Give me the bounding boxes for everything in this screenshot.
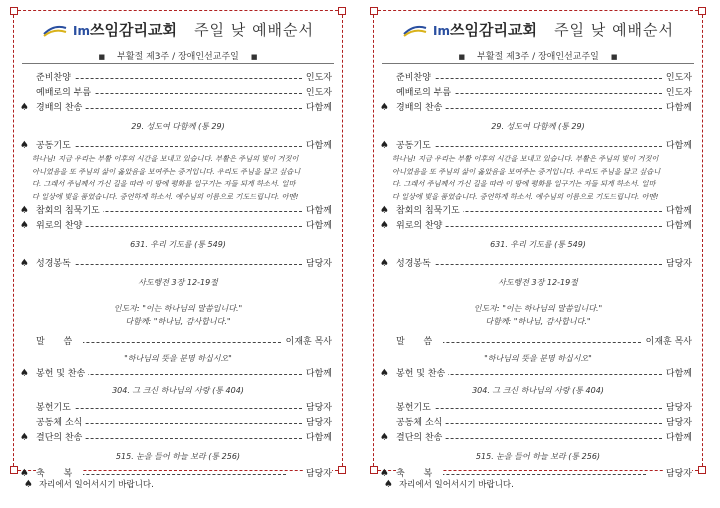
order-item: 준비찬양 인도자 xyxy=(396,73,692,83)
church-name: Im쓰임감리교회 xyxy=(433,21,537,39)
spade-icon: ♠ xyxy=(380,102,389,113)
order-item: ♠ 공동기도 다함께 xyxy=(380,140,692,151)
order-item: ♠ 봉헌 및 찬송 다함께 xyxy=(20,368,332,379)
bulletin-page-right xyxy=(373,10,703,479)
order-item: 예배로의 부름 인도자 xyxy=(36,88,332,98)
square-bullet-icon: ■ xyxy=(98,53,106,61)
order-item: ♠ 결단의 찬송 다함께 xyxy=(20,432,332,443)
hymn-line: 29. 성도여 다함께 (통 29) xyxy=(131,122,225,131)
order-item: 준비찬양 인도자 xyxy=(36,73,332,83)
order-item: 봉헌기도 담당자 xyxy=(36,403,332,413)
spade-icon: ♠ xyxy=(20,205,29,216)
corner-mark xyxy=(338,7,346,15)
bulletin-header xyxy=(14,19,342,45)
spade-icon: ♠ xyxy=(380,468,389,479)
spade-icon: ♠ xyxy=(20,220,29,231)
spade-icon: ♠ xyxy=(384,479,393,490)
square-bullet-icon: ■ xyxy=(250,53,258,61)
hymn-line: 515. 눈을 들어 하늘 보라 (통 256) xyxy=(475,452,601,461)
spade-icon: ♠ xyxy=(380,432,389,443)
church-logo-icon xyxy=(402,20,428,40)
hymn-line: 631. 우리 기도를 (통 549) xyxy=(130,240,226,249)
order-item: 말 씀 이재훈 목사 xyxy=(396,337,692,347)
response-all: 다함께: "하나님, 감사합니다." xyxy=(125,317,231,326)
order-item: ♠ 경배의 찬송 다함께 xyxy=(20,102,332,113)
church-logo-icon xyxy=(42,20,68,40)
response-reader: 인도자: "이는 하나님의 말씀입니다." xyxy=(473,304,603,313)
order-item: 공동체 소식 담당자 xyxy=(36,418,332,428)
order-item: ♠ 축 복 담당자 xyxy=(20,468,332,479)
order-item: 예배로의 부름 인도자 xyxy=(396,88,692,98)
divider xyxy=(22,63,334,64)
divider xyxy=(382,63,694,64)
order-item: ♠ 결단의 찬송 다함께 xyxy=(380,432,692,443)
order-item: ♠ 참회의 침묵기도 다함께 xyxy=(380,205,692,216)
order-item: ♠ 봉헌 및 찬송 다함께 xyxy=(380,368,692,379)
order-item: ♠ 위로의 찬양 다함께 xyxy=(380,220,692,231)
sermon-title: "하나님의 뜻을 분명 하십시오" xyxy=(124,354,232,363)
footer-note: ♠ 자리에서 일어서시기 바랍니다. xyxy=(384,479,514,490)
service-title: 주일 낮 예배순서 xyxy=(554,21,675,39)
scripture-reference: 사도행전 3장 12-19절 xyxy=(138,278,218,287)
service-title: 주일 낮 예배순서 xyxy=(194,21,315,39)
corner-mark xyxy=(10,7,18,15)
spade-icon: ♠ xyxy=(20,102,29,113)
response-all: 다함께: "하나님, 감사합니다." xyxy=(485,317,591,326)
spade-icon: ♠ xyxy=(380,205,389,216)
hymn-line: 304. 그 크신 하나님의 사랑 (통 404) xyxy=(472,386,604,395)
church-name: Im쓰임감리교회 xyxy=(73,21,177,39)
subtitle: ■ 부활절 제3주 / 장애인선교주일 ■ xyxy=(458,52,618,62)
order-item: 말 씀 이재훈 목사 xyxy=(36,337,332,347)
prayer-text: 하나님! 지금 우리는 부활 이후의 시간을 보내고 있습니다. 부활은 주님의 빛이 거짓이 아니었음을 또 주님의 삶이 옳았음을 보여주는 증거입니다. 우리도 주님을 닮고 싶습니 다. 그래서 주님께서 가신 길을 따라 이 땅에 평화를 일구기는 자들 되게 하소서. 일마 다 일상에 빛을 품었습니다. 증언하게 하소서. 예수님의 이름으로 기도드립니다. 아멘! xyxy=(32,154,301,201)
hymn-line: 29. 성도여 다함께 (통 29) xyxy=(491,122,585,131)
spade-icon: ♠ xyxy=(20,258,29,269)
order-item: ♠ 공동기도 다함께 xyxy=(20,140,332,151)
order-item: ♠ 성경봉독 담당자 xyxy=(20,258,332,269)
response-reader: 인도자: "이는 하나님의 말씀입니다." xyxy=(113,304,243,313)
spade-icon: ♠ xyxy=(20,368,29,379)
spade-icon: ♠ xyxy=(20,432,29,443)
bulletin-header xyxy=(374,19,702,45)
order-item: 봉헌기도 담당자 xyxy=(396,403,692,413)
spade-icon: ♠ xyxy=(380,368,389,379)
order-item: ♠ 축 복 담당자 xyxy=(380,468,692,479)
hymn-line: 515. 눈을 들어 하늘 보라 (통 256) xyxy=(115,452,241,461)
scripture-reference: 사도행전 3장 12-19절 xyxy=(498,278,578,287)
square-bullet-icon: ■ xyxy=(458,53,466,61)
spade-icon: ♠ xyxy=(380,258,389,269)
corner-mark xyxy=(370,7,378,15)
spade-icon: ♠ xyxy=(24,479,33,490)
order-item: ♠ 경배의 찬송 다함께 xyxy=(380,102,692,113)
spade-icon: ♠ xyxy=(380,140,389,151)
hymn-line: 304. 그 크신 하나님의 사랑 (통 404) xyxy=(112,386,244,395)
order-item: ♠ 참회의 침묵기도 다함께 xyxy=(20,205,332,216)
hymn-line: 631. 우리 기도를 (통 549) xyxy=(490,240,586,249)
corner-mark xyxy=(698,7,706,15)
sermon-title: "하나님의 뜻을 분명 하십시오" xyxy=(484,354,592,363)
square-bullet-icon: ■ xyxy=(610,53,618,61)
bulletin-page-left xyxy=(13,10,343,479)
subtitle: ■ 부활절 제3주 / 장애인선교주일 ■ xyxy=(98,52,258,62)
footer-note: ♠ 자리에서 일어서시기 바랍니다. xyxy=(24,479,154,490)
order-item: 공동체 소식 담당자 xyxy=(396,418,692,428)
order-item: ♠ 성경봉독 담당자 xyxy=(380,258,692,269)
order-item: ♠ 위로의 찬양 다함께 xyxy=(20,220,332,231)
spade-icon: ♠ xyxy=(20,468,29,479)
spade-icon: ♠ xyxy=(20,140,29,151)
spade-icon: ♠ xyxy=(380,220,389,231)
prayer-text: 하나님! 지금 우리는 부활 이후의 시간을 보내고 있습니다. 부활은 주님의 빛이 거짓이 아니었음을 또 주님의 삶이 옳았음을 보여주는 증거입니다. 우리도 주님을 닮고 싶습니 다. 그래서 주님께서 가신 길을 따라 이 땅에 평화를 일구기는 자들 되게 하소서. 일마 다 일상에 빛을 품었습니다. 증언하게 하소서. 예수님의 이름으로 기도드립니다. 아멘! xyxy=(392,154,661,201)
